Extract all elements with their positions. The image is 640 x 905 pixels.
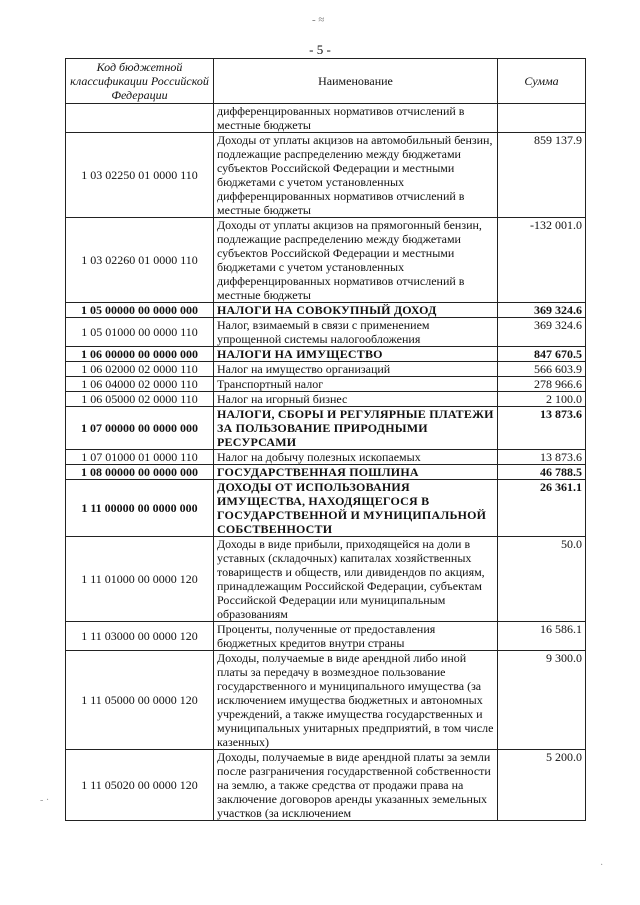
table-row: [66, 362, 586, 377]
budget-code-cell: 1 06 05000 02 0000 110: [66, 392, 214, 407]
budget-code-cell: 1 03 02250 01 0000 110: [66, 133, 214, 218]
budget-code-cell: 1 07 00000 00 0000 000: [66, 407, 214, 450]
item-name-cell: Налог на добычу полезных ископаемых: [214, 450, 498, 465]
table-row: [66, 392, 586, 407]
table-row: [66, 537, 586, 622]
budget-code-cell: 1 03 02260 01 0000 110: [66, 218, 214, 303]
amount-cell: 46 788.5: [498, 465, 586, 480]
budget-code-cell: 1 08 00000 00 0000 000: [66, 465, 214, 480]
amount-cell: 13 873.6: [498, 450, 586, 465]
scan-mark: - ≈: [312, 14, 325, 26]
amount-cell: 9 300.0: [498, 651, 586, 750]
table-row: [66, 133, 586, 218]
amount-cell: 5 200.0: [498, 750, 586, 821]
header-amount: Сумма: [498, 59, 586, 104]
header-code: Код бюджетной классификации Российской Федерации: [66, 59, 214, 104]
item-name-cell: Доходы, получаемые в виде арендной либо иной платы за передачу в возмездное пользование государственного и муниципального имущества (за исключением имущества бюджетных и автономных учреждений, а также имущества государственных и муниципальных унитарных предприятий, в том числе казенных): [214, 651, 498, 750]
budget-code-cell: 1 07 01000 01 0000 110: [66, 450, 214, 465]
item-name-cell: Доходы, получаемые в виде арендной платы за земли после разграничения государственной собственности на землю, а также средства от продажи права на заключение договоров аренды указанных земельных участков (за исключением: [214, 750, 498, 821]
budget-code-cell: 1 11 05020 00 0000 120: [66, 750, 214, 821]
item-name-cell: Налог на имущество организаций: [214, 362, 498, 377]
amount-cell: 13 873.6: [498, 407, 586, 450]
item-name-cell: НАЛОГИ НА СОВОКУПНЫЙ ДОХОД: [214, 303, 498, 318]
amount-cell: -132 001.0: [498, 218, 586, 303]
item-name-cell: НАЛОГИ, СБОРЫ И РЕГУЛЯРНЫЕ ПЛАТЕЖИ ЗА ПОЛЬЗОВАНИЕ ПРИРОДНЫМИ РЕСУРСАМИ: [214, 407, 498, 450]
item-name-cell: Доходы в виде прибыли, приходящейся на доли в уставных (складочных) капиталах хозяйственных товариществ и обществ, или дивидендов по акциям, принадлежащим Российской Федерации, субъектам Российской Федерации или муниципальным образованиям: [214, 537, 498, 622]
budget-code-cell: 1 06 02000 02 0000 110: [66, 362, 214, 377]
table-row: [66, 750, 586, 821]
budget-code-cell: 1 06 00000 00 0000 000: [66, 347, 214, 362]
budget-code-cell: [66, 104, 214, 133]
scan-speck: ·: [600, 860, 604, 871]
item-name-cell: Доходы от уплаты акцизов на прямогонный бензин, подлежащие распределению между бюджетами субъектов Российской Федерации и местными бюджетами с учетом установленных дифференцированных нормативов отчислений в местные бюджеты: [214, 218, 498, 303]
budget-code-cell: 1 11 01000 00 0000 120: [66, 537, 214, 622]
amount-cell: 369 324.6: [498, 303, 586, 318]
budget-code-cell: 1 05 00000 00 0000 000: [66, 303, 214, 318]
revenue-table: [65, 58, 586, 821]
table-body: [66, 104, 586, 821]
page-number: - 5 -: [309, 42, 331, 57]
item-name-cell: дифференцированных нормативов отчислений в местные бюджеты: [214, 104, 498, 133]
amount-cell: 566 603.9: [498, 362, 586, 377]
budget-code-cell: 1 11 00000 00 0000 000: [66, 480, 214, 537]
item-name-cell: НАЛОГИ НА ИМУЩЕСТВО: [214, 347, 498, 362]
table-header-row: [66, 59, 586, 104]
budget-code-cell: 1 05 01000 00 0000 110: [66, 318, 214, 347]
table-row: [66, 347, 586, 362]
table-row: [66, 377, 586, 392]
amount-cell: 859 137.9: [498, 133, 586, 218]
table-row: [66, 407, 586, 450]
amount-cell: [498, 104, 586, 133]
table-row: [66, 303, 586, 318]
table-row: [66, 622, 586, 651]
table-row: [66, 450, 586, 465]
item-name-cell: Проценты, полученные от предоставления бюджетных кредитов внутри страны: [214, 622, 498, 651]
table-row: [66, 651, 586, 750]
budget-code-cell: 1 06 04000 02 0000 110: [66, 377, 214, 392]
scan-speck: - ·: [40, 795, 50, 806]
table-row: [66, 104, 586, 133]
table-row: [66, 480, 586, 537]
table-row: [66, 465, 586, 480]
header-name: Наименование: [214, 59, 498, 104]
amount-cell: 278 966.6: [498, 377, 586, 392]
item-name-cell: Налог, взимаемый в связи с применением упрощенной системы налогообложения: [214, 318, 498, 347]
item-name-cell: ГОСУДАРСТВЕННАЯ ПОШЛИНА: [214, 465, 498, 480]
amount-cell: 16 586.1: [498, 622, 586, 651]
amount-cell: 2 100.0: [498, 392, 586, 407]
amount-cell: 26 361.1: [498, 480, 586, 537]
amount-cell: 847 670.5: [498, 347, 586, 362]
amount-cell: 369 324.6: [498, 318, 586, 347]
item-name-cell: ДОХОДЫ ОТ ИСПОЛЬЗОВАНИЯ ИМУЩЕСТВА, НАХОДЯЩЕГОСЯ В ГОСУДАРСТВЕННОЙ И МУНИЦИПАЛЬНОЙ СОБСТВЕННОСТИ: [214, 480, 498, 537]
budget-code-cell: 1 11 03000 00 0000 120: [66, 622, 214, 651]
table-row: [66, 218, 586, 303]
item-name-cell: Доходы от уплаты акцизов на автомобильный бензин, подлежащие распределению между бюджетами субъектов Российской Федерации и местными бюджетами с учетом установленных дифференцированных нормативов отчислений в местные бюджеты: [214, 133, 498, 218]
table-row: [66, 318, 586, 347]
item-name-cell: Транспортный налог: [214, 377, 498, 392]
amount-cell: 50.0: [498, 537, 586, 622]
item-name-cell: Налог на игорный бизнес: [214, 392, 498, 407]
budget-code-cell: 1 11 05000 00 0000 120: [66, 651, 214, 750]
